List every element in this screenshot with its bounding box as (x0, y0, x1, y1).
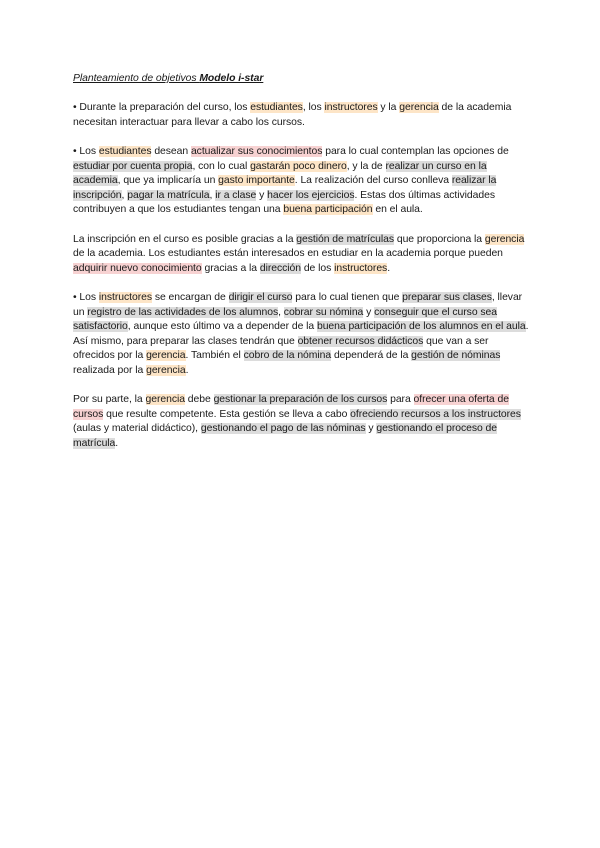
text-segment: . (185, 364, 189, 376)
text-segment: . También el (185, 350, 244, 362)
task-highlight: realizar la inscripción (73, 175, 497, 201)
actor-highlight: instructores (334, 262, 388, 274)
task-highlight: gestión de nóminas (411, 350, 501, 362)
actor-highlight: instructores (98, 291, 152, 303)
task-highlight: dirección (259, 262, 301, 274)
text-segment: La inscripción en el curso es posible gracias a la (73, 233, 297, 245)
title-bold-text: Modelo i-star (199, 73, 264, 84)
paragraph-1 (73, 101, 529, 130)
task-highlight: registro de las actividades de los alumnos (87, 306, 279, 318)
task-highlight: hacer los ejercicios (267, 189, 355, 201)
text-segment: , que ya implicaría un (117, 175, 219, 187)
text-segment: para lo cual tienen que (292, 291, 403, 303)
task-highlight: estudiar por cuenta propia (73, 160, 193, 172)
text-segment: , (209, 189, 216, 201)
text-segment: se encargan de (151, 291, 229, 303)
text-segment: debe (184, 394, 214, 406)
actor-highlight: estudiantes (250, 102, 303, 114)
actor-highlight: gerencia (145, 394, 185, 406)
paragraph-6 (73, 393, 529, 451)
task-highlight: gestión de matrículas (296, 233, 394, 245)
actor-highlight: instructores (324, 102, 378, 114)
text-segment: desean (151, 145, 191, 157)
document-body (73, 72, 529, 466)
task-highlight: gestionar la preparación de los cursos (213, 394, 388, 406)
text-segment: , y la de (346, 160, 386, 172)
text-segment: • Los (73, 291, 99, 303)
text-segment: , (278, 306, 284, 318)
text-segment: gracias a la (201, 262, 260, 274)
actor-highlight: gerencia (146, 364, 186, 376)
task-highlight: cobro de la nómina (243, 350, 332, 362)
softgoal-highlight: ofrecer una oferta de cursos (73, 394, 509, 420)
text-segment: , (121, 189, 128, 201)
title-text: Planteamiento de objetivos (73, 73, 200, 84)
text-segment: . La realización del curso conlleva (294, 175, 452, 187)
softgoal-highlight: adquirir nuevo conocimiento (73, 262, 202, 274)
text-segment: que proporciona la (394, 233, 485, 245)
text-segment: dependerá de la (331, 350, 412, 362)
text-segment: que van a ser ofrecidos por la (73, 335, 489, 362)
task-highlight: ofreciendo recursos a los instructores (350, 408, 521, 420)
actor-highlight: gerencia (484, 233, 525, 245)
task-highlight: realizar un curso en la academia (73, 160, 487, 187)
actor-highlight: buena participación (283, 204, 373, 216)
text-segment: Por su parte, la (73, 394, 146, 406)
text-segment: , llevar un (73, 291, 523, 318)
task-highlight: cobrar su nómina (283, 306, 364, 318)
actor-highlight: gerencia (399, 102, 439, 114)
task-highlight: buena participación de los alumnos en el aula (316, 321, 526, 333)
task-highlight: preparar sus clases (402, 291, 492, 303)
task-highlight: gestionando el proceso de matrícula (73, 423, 498, 449)
text-segment: , los (302, 102, 325, 114)
text-segment: . (387, 262, 391, 274)
text-segment: y (365, 423, 377, 435)
task-highlight: pagar la matrícula (127, 189, 210, 201)
text-segment: . (115, 437, 119, 449)
text-segment: de los (300, 262, 335, 274)
actor-highlight: estudiantes (98, 145, 152, 157)
text-segment: Así mismo, para preparar las clases tendrán que (73, 335, 298, 347)
text-segment: . (525, 321, 529, 333)
text-segment: de la academia necesitan interactuar para llevar a cabo los cursos. (73, 102, 512, 128)
text-segment: en el aula. (372, 204, 423, 216)
text-segment: • Durante la preparación del curso, los (73, 102, 251, 114)
paragraph-5 (73, 335, 529, 379)
task-highlight: ir a clase (215, 189, 257, 201)
text-segment: , con lo cual (192, 160, 251, 172)
text-segment: y (363, 306, 375, 318)
text-segment: para (387, 394, 414, 406)
task-highlight: conseguir que el curso sea satisfactorio (73, 306, 497, 333)
text-segment: (aulas y material didáctico), (73, 423, 201, 435)
actor-highlight: gasto importante (218, 175, 295, 187)
text-segment: realizada por la (73, 364, 147, 376)
text-segment: y (256, 189, 268, 201)
paragraph-2 (73, 145, 529, 218)
task-highlight: gestionando el pago de las nóminas (200, 423, 366, 435)
text-segment: . Estas dos últimas actividades contribuyen a que los estudiantes tengan una (73, 189, 495, 216)
actor-highlight: gastarán poco dinero (250, 160, 347, 172)
text-segment: , aunque esto último va a depender de la (127, 321, 317, 333)
paragraphs (73, 101, 529, 451)
paragraph-4 (73, 291, 529, 335)
actor-highlight: gerencia (146, 350, 186, 362)
task-highlight: obtener recursos didácticos (297, 335, 424, 347)
text-segment: que resulte competente. Esta gestión se lleva a cabo (103, 408, 351, 420)
text-segment: de la academia. Los estudiantes están interesados en estudiar en la academia porque pueden (73, 248, 503, 260)
softgoal-highlight: actualizar sus conocimientos (190, 145, 323, 157)
paragraph-3 (73, 233, 529, 277)
document-title (73, 72, 529, 87)
text-segment: • Los (73, 145, 99, 157)
text-segment: y la (377, 102, 400, 114)
text-segment: para lo cual contemplan las opciones de (322, 145, 509, 157)
task-highlight: dirigir el curso (228, 291, 293, 303)
